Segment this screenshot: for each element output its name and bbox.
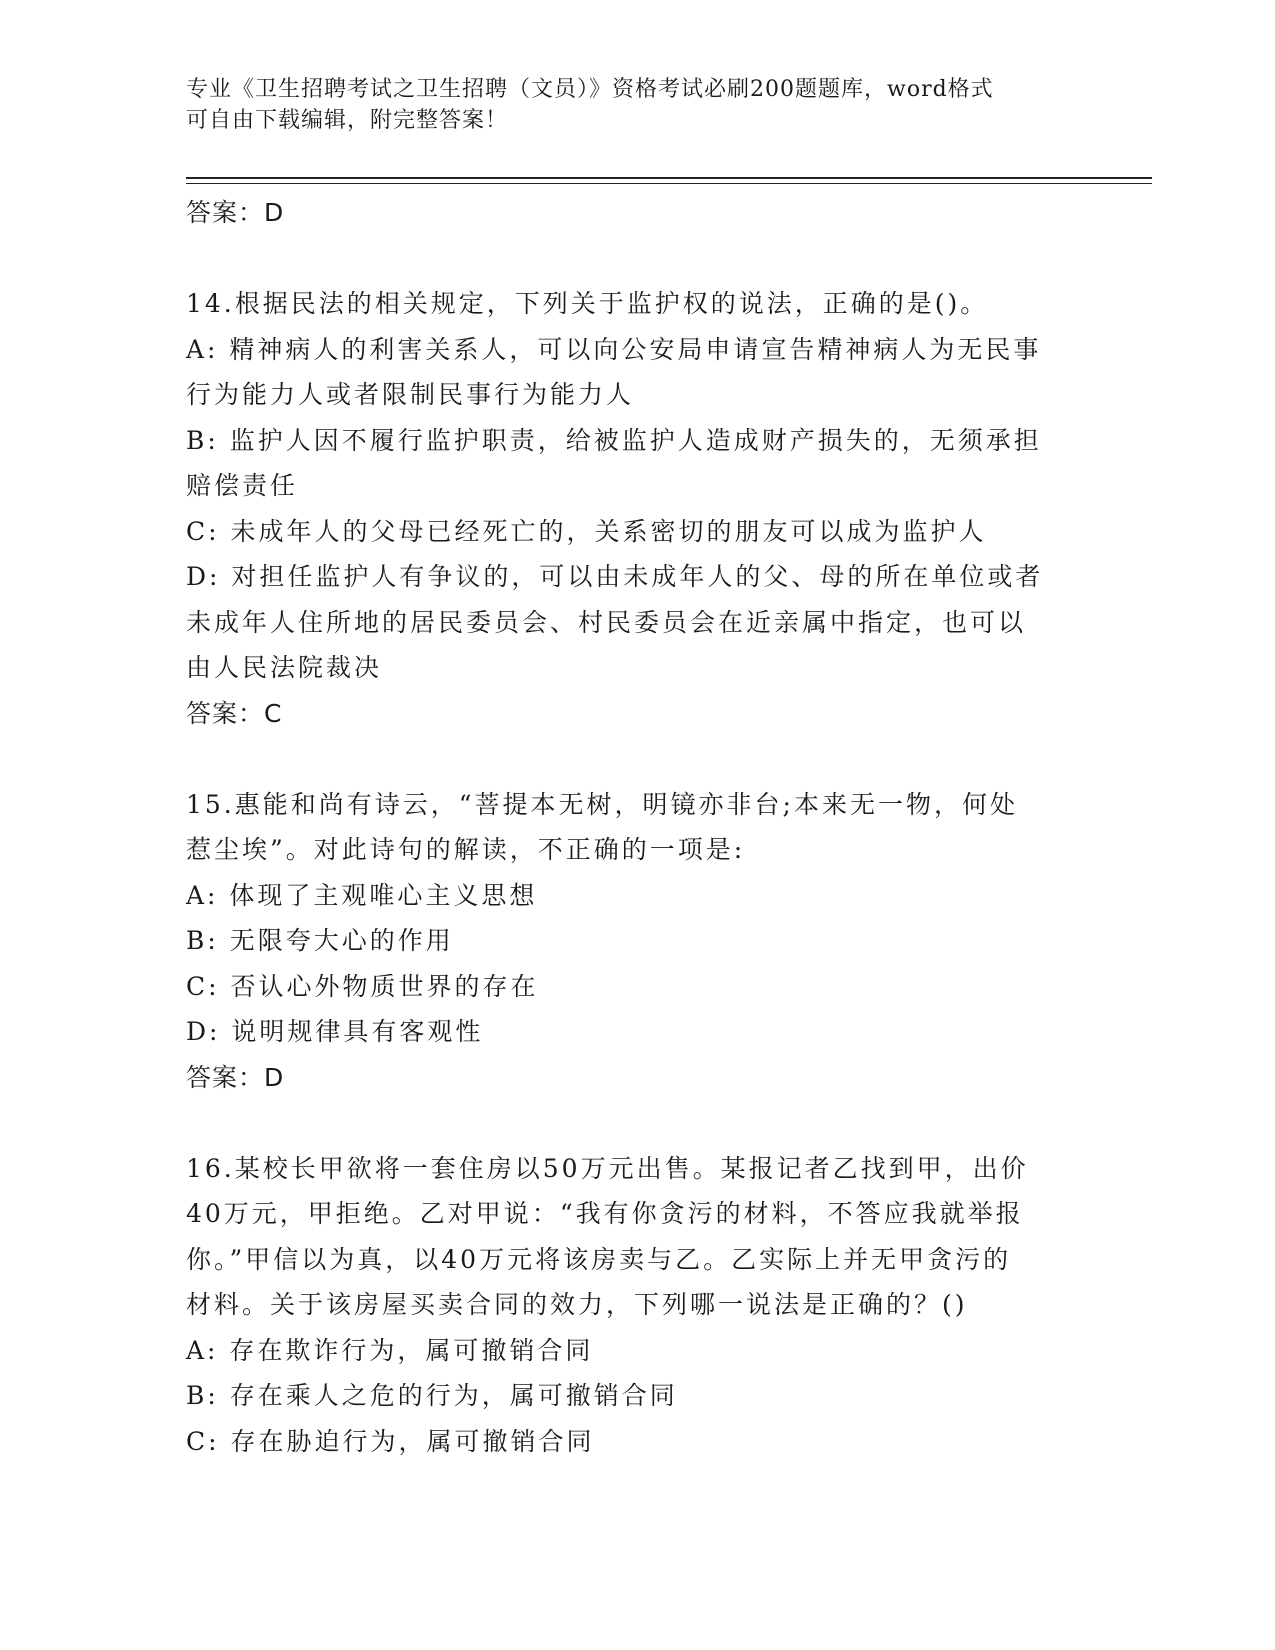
answer-13: 答案：D	[186, 198, 285, 227]
answer-15: 答案：D	[186, 1062, 285, 1092]
answer-14: 答案：C	[186, 698, 283, 728]
question-14-option-b-line1: B: 监护人因不履行监护职责，给被监护人造成财产损失的，无须承担	[186, 425, 1042, 455]
question-14-option-c: C: 未成年人的父母已经死亡的，关系密切的朋友可以成为监护人	[186, 516, 987, 546]
question-14-option-b-line2: 赔偿责任	[186, 471, 299, 500]
header-rule-thick	[186, 177, 1152, 179]
header-rule-thin	[186, 183, 1152, 184]
question-16-stem-line2: 40万元，甲拒绝。乙对甲说：“我有你贪污的材料，不答应我就举报	[186, 1199, 1024, 1228]
header-line-2: 可自由下载编辑，附完整答案！	[186, 108, 509, 133]
question-14	[186, 281, 1086, 736]
question-15-option-c: C: 否认心外物质世界的存在	[186, 971, 539, 1001]
question-15-stem-line1: 15.惠能和尚有诗云，“菩提本无树，明镜亦非台;本来无一物，何处	[186, 789, 1018, 819]
document-body	[186, 190, 1086, 1464]
question-16	[186, 1146, 1086, 1465]
question-16-stem-line3: 你。”甲信以为真，以40万元将该房卖与乙。乙实际上并无甲贪污的	[186, 1244, 1012, 1274]
question-16-option-a: A: 存在欺诈行为，属可撤销合同	[186, 1335, 594, 1365]
spacer	[186, 736, 1086, 782]
question-15	[186, 782, 1086, 1101]
header-line-1: 专业《卫生招聘考试之卫生招聘（文员）》资格考试必刷200题题库，word格式	[186, 77, 994, 102]
question-15-stem-line2: 惹尘埃”。对此诗句的解读，不正确的一项是:	[186, 835, 746, 864]
question-14-option-d-line1: D: 对担任监护人有争议的，可以由未成年人的父、母的所在单位或者	[186, 562, 1044, 591]
question-15-option-a: A: 体现了主观唯心主义思想	[186, 880, 538, 910]
question-14-stem: 14.根据民法的相关规定，下列关于监护权的说法，正确的是()。	[186, 289, 989, 318]
question-16-option-c: C: 存在胁迫行为，属可撤销合同	[186, 1426, 595, 1456]
question-14-option-a-line1: A: 精神病人的利害关系人，可以向公安局申请宣告精神病人为无民事	[186, 334, 1042, 364]
spacer	[186, 236, 1086, 282]
question-16-option-b: B: 存在乘人之危的行为，属可撤销合同	[186, 1381, 678, 1410]
question-16-stem-line1: 16.某校长甲欲将一套住房以50万元出售。某报记者乙找到甲，出价	[186, 1153, 1029, 1183]
spacer	[186, 1100, 1086, 1146]
question-15-option-d: D: 说明规律具有客观性	[186, 1017, 484, 1046]
document-header	[186, 74, 1086, 136]
question-14-option-d-line3: 由人民法院裁决	[186, 653, 383, 682]
question-15-option-b: B: 无限夸大心的作用	[186, 926, 454, 955]
question-16-stem-line4: 材料。关于该房屋买卖合同的效力，下列哪一说法是正确的？()	[186, 1290, 968, 1319]
question-14-option-a-line2: 行为能力人或者限制民事行为能力人	[186, 380, 635, 409]
question-14-option-d-line2: 未成年人住所地的居民委员会、村民委员会在近亲属中指定，也可以	[186, 607, 1027, 637]
